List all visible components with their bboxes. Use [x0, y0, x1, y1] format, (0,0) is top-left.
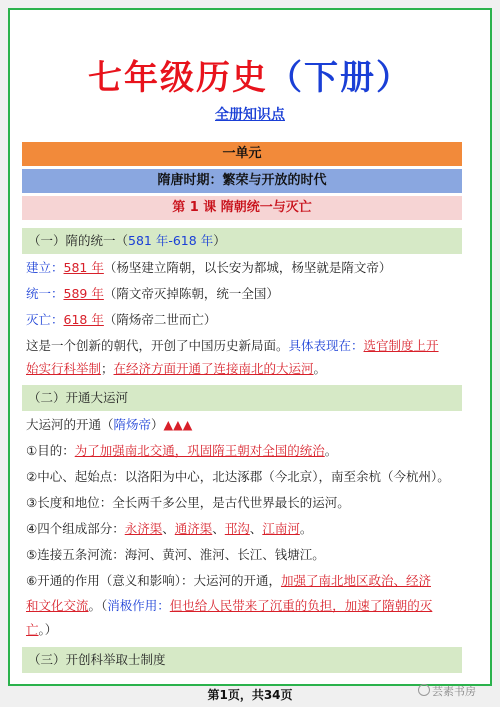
unify-text: （隋文帝灭掉陈朝，统一全国） — [103, 286, 279, 301]
parts-line — [26, 520, 466, 538]
innovation-text-c: 选官制度上开 — [363, 338, 439, 353]
negative-text-1: 但也给人民带来了沉重的负担，加速了隋朝的灭 — [169, 598, 433, 613]
purpose-end: 。 — [324, 443, 338, 458]
period-band: 隋唐时期：繁荣与开放的时代 — [22, 169, 462, 193]
effect-paren-open: 。（ — [88, 598, 108, 613]
canal-intro-a: 大运河的开通（ — [26, 417, 114, 432]
parts-label: ④四个组成部分： — [26, 521, 125, 536]
canal-intro-emperor: 隋炀帝 — [113, 417, 152, 432]
watermark-text: 芸素书房 — [432, 685, 476, 698]
section-1-close: ） — [213, 233, 226, 248]
fall-key: 灭亡： — [26, 312, 64, 327]
purpose-label: ①目的： — [26, 443, 75, 458]
effect-positive-2: 和文化交流 — [26, 598, 89, 613]
page-subtitle: 全册知识点 — [215, 107, 285, 123]
innovation-paragraph-line1 — [26, 337, 466, 355]
purpose-line — [26, 442, 466, 460]
parts-sep-1: 、 — [162, 521, 175, 536]
page-number: 第1页，共34页 — [207, 688, 293, 702]
innovation-text-d: 始实行科举制 — [26, 361, 102, 376]
innovation-text-f: 在经济方面开通了连接南北的大运河 — [113, 361, 314, 376]
fall-line — [26, 311, 466, 329]
innovation-paragraph-line2 — [26, 360, 466, 378]
establish-text: （杨坚建立隋朝，以长安为都城，杨坚就是隋文帝） — [103, 260, 392, 275]
lesson-band: 第 1 课 隋朝统一与灭亡 — [22, 196, 462, 220]
part-tongji: 通济渠 — [174, 521, 213, 536]
negative-label: 消极作用： — [107, 598, 170, 613]
importance-marks: ▲▲▲ — [163, 417, 193, 432]
parts-sep-3: 、 — [249, 521, 263, 536]
length-line: ③长度和地位：全长两千多公里，是古代世界最长的运河。 — [26, 495, 350, 510]
effect-line3 — [26, 621, 466, 639]
establish-key: 建立： — [26, 260, 64, 275]
negative-text-2: 亡 — [26, 622, 39, 637]
fall-text: （隋炀帝二世而亡） — [103, 312, 217, 327]
innovation-text-g: 。 — [313, 361, 327, 376]
innovation-text-a: 这是一个创新的朝代，开创了中国历史新局面。 — [26, 338, 289, 353]
section-3-header: （三）开创科举取士制度 — [22, 647, 462, 673]
innovation-text-b: 具体表现在： — [288, 338, 364, 353]
part-hangou: 邗沟 — [224, 521, 250, 536]
section-1-label: （一）隋的统一（ — [28, 233, 129, 248]
part-yongji: 永济渠 — [124, 521, 163, 536]
unify-line — [26, 285, 466, 303]
watermark-icon — [418, 684, 430, 696]
section-2-header: （二）开通大运河 — [22, 385, 462, 411]
section-1-header — [22, 228, 462, 254]
purpose-text: 为了加强南北交通，巩固隋王朝对全国的统治 — [74, 443, 325, 458]
unify-key: 统一： — [26, 286, 64, 301]
canal-intro-line — [26, 416, 466, 434]
unify-year: 589 年 — [63, 286, 104, 301]
effect-paren-close: 。） — [38, 622, 58, 637]
parts-sep-2: 、 — [212, 521, 225, 536]
canal-intro-c: ） — [151, 417, 164, 432]
part-jiangnan: 江南河 — [262, 521, 300, 536]
title-open-paren: （ — [268, 58, 304, 98]
effect-positive-1: 加强了南北地区政治、经济 — [280, 573, 431, 588]
center-line: ②中心、起始点：以洛阳为中心，北达涿郡（今北京），南至余杭（今杭州）。 — [26, 469, 450, 484]
title-volume: 下册 — [304, 58, 376, 98]
innovation-text-e: ； — [101, 361, 114, 376]
parts-end: 。 — [299, 521, 313, 536]
fall-year: 618 年 — [63, 312, 104, 327]
section-1-years: 581 年-618 年 — [128, 233, 214, 248]
effect-line1 — [26, 572, 466, 590]
establish-year: 581 年 — [63, 260, 104, 275]
watermark — [418, 683, 476, 699]
effect-label: ⑥开通的作用（意义和影响）：大运河的开通， — [26, 573, 281, 588]
page-title — [10, 50, 490, 99]
effect-line2 — [26, 597, 466, 615]
unit-band: 一单元 — [22, 142, 462, 166]
title-main: 七年级历史 — [88, 58, 268, 98]
title-close-paren: ） — [376, 58, 412, 98]
establish-line — [26, 259, 466, 277]
rivers-line: ⑤连接五条河流：海河、黄河、淮河、长江、钱塘江。 — [26, 547, 325, 562]
